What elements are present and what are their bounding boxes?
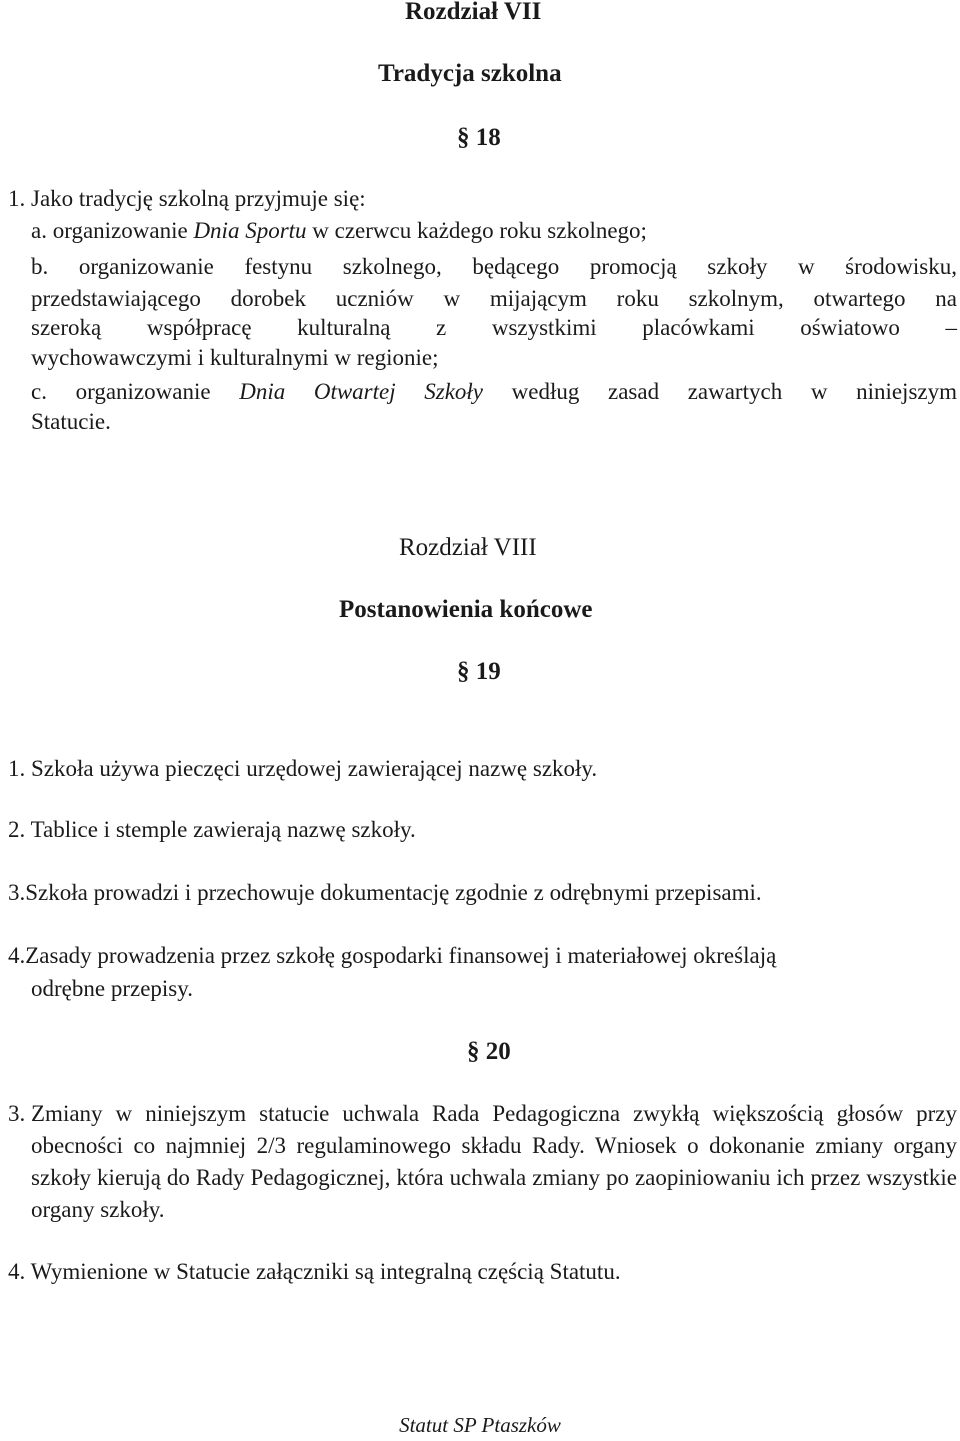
attachments-item: 4. Wymienione w Statucie załączniki są integralną częścią Statutu. [8,1259,621,1284]
final-item-4-line1: 4.Zasady prowadzenia przez szkołę gospodarki finansowej i materiałowej określają [8,943,777,968]
tradition-item-b-line3: szeroką współpracę kulturalną z wszystkimi placówkami oświatowo – [31,315,957,340]
chapter-7-title: Tradycja szkolna [378,60,562,87]
item-a-suffix: w czerwcu każdego roku szkolnego; [306,218,647,243]
tradition-item-b-line4: wychowawczymi i kulturalnymi w regionie; [31,345,439,370]
paragraph-19-sign: § 19 [457,658,501,685]
page-footer: Statut SP Ptaszków [399,1413,561,1437]
tradition-item-c-line1 [31,376,957,407]
item-a-prefix: a. organizowanie [31,218,194,243]
final-item-2: 2. Tablice i stemple zawierają nazwę szkoły. [8,817,416,842]
final-item-3: 3.Szkoła prowadzi i przechowuje dokumentację zgodnie z odrębnymi przepisami. [8,880,762,905]
chapter-8-title: Postanowienia końcowe [339,596,593,623]
tradition-item-b-line1: b. organizowanie festynu szkolnego, będącego promocją szkoły w środowisku, [31,254,957,279]
item-a-italic: Dnia Sportu [193,218,307,243]
amendments-item-number: 3. [8,1101,26,1126]
final-item-1: 1. Szkoła używa pieczęci urzędowej zawierającej nazwę szkoły. [8,756,598,781]
paragraph-18-sign: § 18 [457,124,501,151]
final-item-4-line2: odrębne przepisy. [31,976,193,1001]
item-c-suffix: według zasad zawartych w niniejszym [483,379,957,404]
chapter-8-heading: Rozdział VIII [399,534,537,561]
amendments-item-text: Zmiany w niniejszym statucie uchwala Rada Pedagogiczna zwykłą większością głosów przy obecności co najmniej 2/3 regulaminowego składu Rady. Wniosek o dokonanie zmiany organy szkoły kierują do Rady Pedagogicznej, która uchwala zmiany po zaopiniowaniu ich przez wszystkie organy szkoły. [31,1101,957,1222]
chapter-7-heading: Rozdział VII [405,0,542,25]
tradition-item-b-line2: przedstawiającego dorobek uczniów w mijającym roku szkolnym, otwartego na [31,286,957,311]
item-c-prefix: c. organizowanie [31,379,240,404]
tradition-intro: 1. Jako tradycję szkolną przyjmuje się: [8,186,366,211]
tradition-item-c-line2: Statucie. [31,409,111,434]
paragraph-20-sign: § 20 [467,1038,511,1065]
item-c-italic: Dnia Otwartej Szkoły [239,379,484,404]
tradition-item-a [31,215,647,246]
